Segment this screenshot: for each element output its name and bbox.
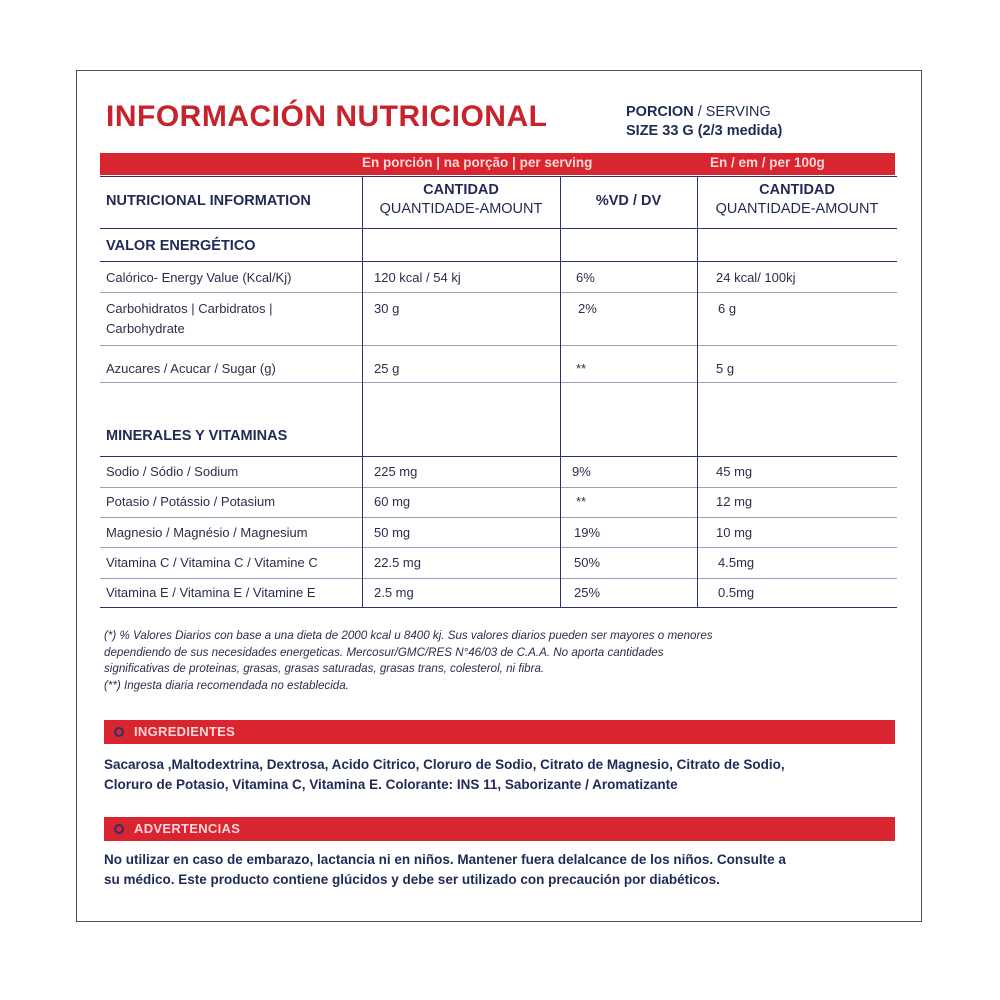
header-nutrition-info: NUTRICIONAL INFORMATION [106,193,311,209]
bullet-icon [114,824,124,834]
nutrient-per100: 45 mg [716,464,753,479]
ingredients-band [104,720,895,744]
table-rule [100,345,897,346]
nutrient-dv: 19% [574,525,601,540]
nutrient-name: Azucares / Acucar / Sugar (g) [106,361,276,376]
per-serving-label: En porción | na porção | per serving [362,155,593,170]
section-energy-heading: VALOR ENERGÉTICO [106,238,256,254]
nutrient-amount: 60 mg [374,494,411,509]
nutrient-per100: 4.5mg [718,555,755,570]
footnote-line: dependiendo de sus necesidades energeticas. Mercosur/GMC/RES N°46/03 de C.A.A. No aporta cantidades [104,645,664,659]
nutrient-dv: 6% [576,270,595,285]
serving-size-value: SIZE 33 G (2/3 medida) [626,123,783,139]
nutrient-amount: 22.5 mg [374,555,421,570]
column-divider [697,176,698,607]
nutrient-amount: 120 kcal / 54 kj [374,270,461,285]
warnings-heading: ADVERTENCIAS [134,821,241,836]
table-rule [100,382,897,383]
nutrient-dv: 50% [574,555,601,570]
page-title: INFORMACIÓN NUTRICIONAL [106,100,548,133]
header-amount-line2: QUANTIDADE-AMOUNT [379,201,543,217]
table-rule [100,578,897,579]
nutrient-dv: 25% [574,585,601,600]
nutrient-name: Carbohidratos | Carbidratos | [106,301,273,316]
warnings-band [104,817,895,841]
nutrient-per100: 12 mg [716,494,753,509]
column-divider [362,176,363,607]
table-rule [100,547,897,548]
bullet-icon [114,727,124,737]
ingredients-line: Sacarosa ,Maltodextrina, Dextrosa, Acido Citrico, Cloruro de Sodio, Citrato de Magnesio, Citrato de Sodio, [104,757,785,772]
nutrient-amount: 50 mg [374,525,411,540]
warnings-line: No utilizar en caso de embarazo, lactancia ni en niños. Mantener fuera delalcance de los niños. Consulte a [104,852,786,867]
nutrient-amount: 2.5 mg [374,585,414,600]
header-amount-100g [697,181,897,219]
footnote-line: (*) % Valores Diarios con base a una dieta de 2000 kcal u 8400 kj. Sus valores diarios pueden ser mayores o menores [104,629,713,642]
nutrient-dv: 2% [578,301,597,316]
table-rule [100,292,897,293]
nutrient-per100: 10 mg [716,525,753,540]
table-rule [100,517,897,518]
nutrient-per100: 6 g [718,301,737,316]
table-rule [100,607,897,608]
serving-size [626,103,782,141]
table-rule [100,487,897,488]
nutrient-name: Potasio / Potássio / Potasium [106,494,276,509]
table-rule [100,176,897,177]
serving-label-en: / SERVING [693,104,771,120]
nutrient-dv: ** [576,361,587,376]
nutrient-per100: 0.5mg [718,585,755,600]
per-100g-label: En / em / per 100g [710,155,825,170]
nutrient-per100: 5 g [716,361,735,376]
table-rule [100,261,897,262]
serving-label: PORCION [626,104,694,120]
column-divider [560,176,561,607]
table-rule [100,456,897,457]
footnote-line: significativas de proteinas, grasas, grasas saturadas, grasas trans, colesterol, ni fibra. [104,662,545,675]
nutrient-dv: ** [576,494,587,509]
header-amount [362,181,560,219]
nutrient-amount: 30 g [374,301,400,316]
column-group-bar [100,153,895,175]
nutrient-name: Calórico- Energy Value (Kcal/Kj) [106,270,292,285]
footnote-line: (**) Ingesta diaria recomendada no establecida. [104,678,349,692]
nutrient-name-line2: Carbohydrate [106,321,185,336]
warnings-text [104,850,894,890]
nutrient-name: Magnesio / Magnésio / Magnesium [106,525,308,540]
warnings-line: su médico. Este producto contiene glúcidos y debe ser utilizado con precaución por diabéticos. [104,872,720,887]
nutrient-name: Vitamina E / Vitamina E / Vitamine E [106,585,316,600]
nutrient-name: Sodio / Sódio / Sodium [106,464,239,479]
header-amount-100g-line1: CANTIDAD [759,182,835,198]
nutrient-amount: 225 mg [374,464,418,479]
header-amount-line1: CANTIDAD [423,182,499,198]
section-minerals-heading: MINERALES Y VITAMINAS [106,428,288,444]
nutrient-per100: 24 kcal/ 100kj [716,270,796,285]
header-amount-100g-line2: QUANTIDADE-AMOUNT [715,201,879,217]
table-rule [100,228,897,229]
ingredients-heading: INGREDIENTES [134,724,236,739]
ingredients-line: Cloruro de Potasio, Vitamina C, Vitamina E. Colorante: INS 11, Saborizante / Aromatizante [104,777,678,792]
nutrient-amount: 25 g [374,361,400,376]
header-daily-value: %VD / DV [595,193,662,209]
nutrient-dv: 9% [572,464,591,479]
footnotes [104,628,894,694]
nutrient-name: Vitamina C / Vitamina C / Vitamine C [106,555,318,570]
ingredients-text [104,755,894,795]
